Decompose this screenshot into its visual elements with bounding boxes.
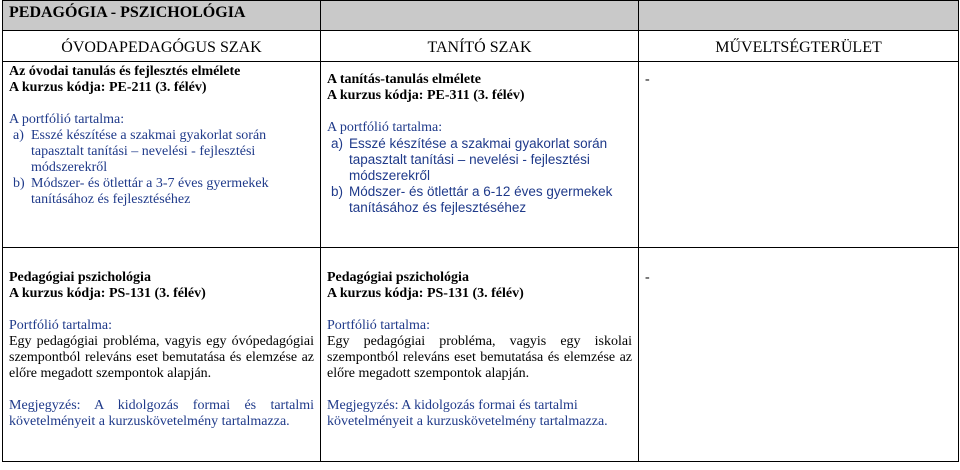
course-row-2: [3, 248, 959, 462]
list-item: a) Esszé készítése a szakmai gyakorlat során tapasztalt tanítási – nevelési - fejlesztési módszerekről: [13, 128, 267, 175]
course-cell-ovoda: [3, 62, 321, 248]
note: Megjegyzés: A kidolgozás formai és tartalmi követelményeit a kurzuskövetelmény tartalmazza.: [9, 398, 314, 429]
title-cell: PEDAGÓGIA - PSZICHOLÓGIA: [3, 1, 321, 31]
course-code: A kurzus kódja: PE-211 (3. félév): [9, 80, 207, 95]
psych-cell-tanito: [321, 248, 639, 462]
portfolio-list: [327, 136, 632, 216]
title-cell-blank: [639, 1, 959, 31]
empty-dash: -: [645, 72, 650, 87]
curriculum-table: [2, 0, 959, 462]
course-title: Pedagógiai pszichológia: [327, 270, 469, 285]
course-cell-muveltseg: [639, 62, 959, 248]
course-title: Az óvodai tanulás és fejlesztés elmélete: [9, 64, 241, 79]
course-row-1: [3, 62, 959, 248]
header-label: MŰVELTSÉGTERÜLET: [715, 39, 882, 56]
title-cell-blank: [321, 1, 639, 31]
portfolio-label: Portfólió tartalma:: [327, 318, 431, 333]
header-ovodapedagogus: [3, 31, 321, 62]
portfolio-body: Egy pedagógiai probléma, vagyis egy iskolai szempontból releváns eset bemutatása és elemzése az előre megadott szempontok alapján.: [327, 334, 632, 381]
psych-cell-muveltseg: [639, 248, 959, 462]
list-item: b) Módszer- és ötlettár a 6-12 éves gyermekek tanításához és fejlesztéséhez: [331, 184, 613, 215]
title-row: [3, 1, 959, 31]
portfolio-label: Portfólió tartalma:: [9, 318, 113, 333]
psych-cell-ovoda: [3, 248, 321, 462]
list-item: a) Esszé készítése a szakmai gyakorlat során tapasztalt tanítási – nevelési - fejlesztési módszerekről: [331, 136, 608, 183]
course-code: A kurzus kódja: PE-311 (3. félév): [327, 88, 525, 103]
course-title: A tanítás-tanulás elmélete: [327, 72, 481, 87]
header-tanito: [321, 31, 639, 62]
course-code: A kurzus kódja: PS-131 (3. félév): [327, 286, 524, 301]
header-muveltsegterulet: [639, 31, 959, 62]
note: Megjegyzés: A kidolgozás formai és tartalmi követelményeit a kurzuskövetelmény tartalmazza.: [327, 398, 608, 429]
header-label: TANÍTÓ SZAK: [427, 39, 532, 56]
portfolio-label: A portfólió tartalma:: [9, 112, 125, 127]
header-label: ÓVODAPEDAGÓGUS SZAK: [61, 39, 262, 56]
course-title: Pedagógiai pszichológia: [9, 270, 151, 285]
empty-dash: -: [645, 270, 650, 285]
list-item: b) Módszer- és ötlettár a 3-7 éves gyermekek tanításához és fejlesztéséhez: [13, 176, 269, 207]
course-code: A kurzus kódja: PS-131 (3. félév): [9, 286, 206, 301]
portfolio-body: Egy pedagógiai probléma, vagyis egy óvópedagógiai szempontból releváns eset bemutatása és elemzése az előre megadott szempontok alapján.: [9, 334, 314, 381]
header-row: [3, 31, 959, 62]
course-cell-tanito: [321, 62, 639, 248]
portfolio-label: A portfólió tartalma:: [327, 120, 443, 135]
portfolio-list: [9, 128, 314, 208]
